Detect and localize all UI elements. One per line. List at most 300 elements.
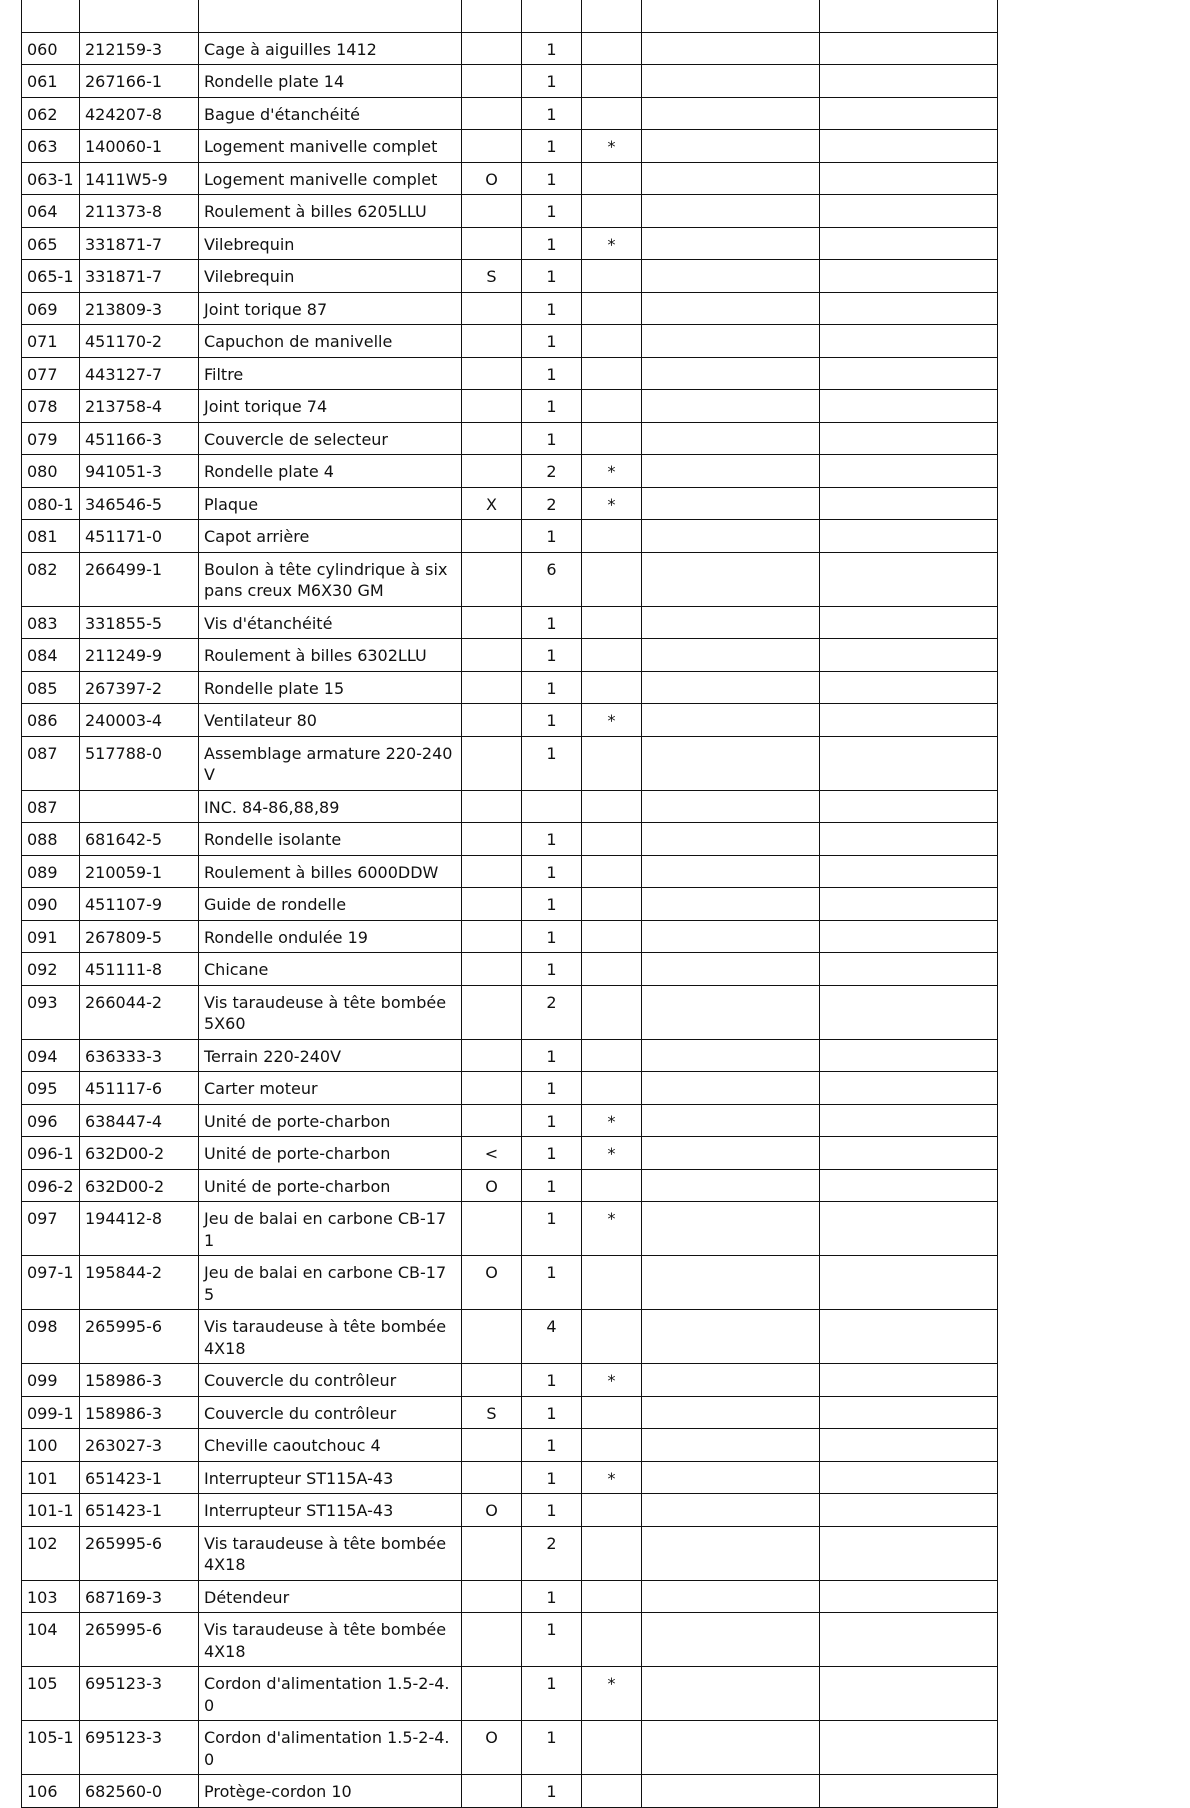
- part-number-cell: 695123-3: [80, 1667, 199, 1721]
- table-row: [22, 790, 998, 823]
- table-row: [22, 736, 998, 790]
- ref-number-cell: 086: [22, 704, 80, 737]
- part-number-cell: 451171-0: [80, 520, 199, 553]
- ref-number-cell: 069: [22, 292, 80, 325]
- table-row: [22, 520, 998, 553]
- description-cell: Logement manivelle complet: [199, 130, 462, 163]
- blank-cell-2: [820, 455, 998, 488]
- description-cell: Rondelle plate 15: [199, 671, 462, 704]
- note-cell: [462, 1461, 522, 1494]
- blank-cell-2: [820, 1775, 998, 1808]
- description-cell: Cordon d'alimentation 1.5-2-4.0: [199, 1667, 462, 1721]
- description-cell: Boulon à tête cylindrique à six pans creux M6X30 GM: [199, 552, 462, 606]
- parts-table-body: [22, 0, 998, 1807]
- part-number-cell: 267809-5: [80, 920, 199, 953]
- description-cell: Filtre: [199, 357, 462, 390]
- part-number-cell: 267397-2: [80, 671, 199, 704]
- blank-cell-1: [642, 1202, 820, 1256]
- part-number-cell: 210059-1: [80, 855, 199, 888]
- quantity-cell: 1: [522, 1137, 582, 1170]
- mark-cell: [582, 1613, 642, 1667]
- mark-cell: [582, 823, 642, 856]
- mark-cell: *: [582, 130, 642, 163]
- mark-cell: *: [582, 1667, 642, 1721]
- blank-cell-2: [820, 823, 998, 856]
- description-cell: Guide de rondelle: [199, 888, 462, 921]
- ref-number-cell: 095: [22, 1072, 80, 1105]
- mark-cell: [582, 855, 642, 888]
- mark-cell: [582, 985, 642, 1039]
- blank-cell-2: [820, 487, 998, 520]
- note-cell: [462, 97, 522, 130]
- blank-cell-2: [820, 325, 998, 358]
- part-number-cell: 213758-4: [80, 390, 199, 423]
- ref-number-cell: 096-1: [22, 1137, 80, 1170]
- table-row: [22, 1202, 998, 1256]
- ref-number-cell: 096: [22, 1104, 80, 1137]
- ref-number-cell: 065: [22, 227, 80, 260]
- quantity-cell: 1: [522, 1169, 582, 1202]
- description-cell: Roulement à billes 6302LLU: [199, 639, 462, 672]
- ref-number-cell: 079: [22, 422, 80, 455]
- ref-number-cell: 080-1: [22, 487, 80, 520]
- note-cell: O: [462, 1494, 522, 1527]
- mark-cell: *: [582, 1202, 642, 1256]
- table-row: [22, 65, 998, 98]
- ref-number-cell: 093: [22, 985, 80, 1039]
- table-row: [22, 357, 998, 390]
- ref-number-cell: 061: [22, 65, 80, 98]
- blank-cell-1: [642, 65, 820, 98]
- ref-number-cell: 103: [22, 1580, 80, 1613]
- blank-cell-2: [820, 1310, 998, 1364]
- table-row: [22, 195, 998, 228]
- mark-cell: [582, 260, 642, 293]
- note-cell: S: [462, 1396, 522, 1429]
- table-top-stub: [22, 0, 998, 32]
- quantity-cell: 1: [522, 823, 582, 856]
- quantity-cell: 1: [522, 606, 582, 639]
- blank-cell-2: [820, 736, 998, 790]
- blank-cell-1: [642, 1364, 820, 1397]
- note-cell: [462, 1667, 522, 1721]
- quantity-cell: 1: [522, 1721, 582, 1775]
- description-cell: Vis taraudeuse à tête bombée 4X18: [199, 1526, 462, 1580]
- quantity-cell: 1: [522, 1202, 582, 1256]
- table-row: [22, 487, 998, 520]
- ref-number-cell: 096-2: [22, 1169, 80, 1202]
- blank-cell-1: [642, 790, 820, 823]
- blank-cell-1: [642, 97, 820, 130]
- description-cell: Couvercle du contrôleur: [199, 1364, 462, 1397]
- table-row: [22, 1137, 998, 1170]
- blank-cell-2: [820, 953, 998, 986]
- ref-number-cell: 101: [22, 1461, 80, 1494]
- quantity-cell: 1: [522, 953, 582, 986]
- note-cell: [462, 292, 522, 325]
- table-row: [22, 1667, 998, 1721]
- part-number-cell: 1411W5-9: [80, 162, 199, 195]
- note-cell: <: [462, 1137, 522, 1170]
- ref-number-cell: 081: [22, 520, 80, 553]
- mark-cell: [582, 357, 642, 390]
- ref-number-cell: 102: [22, 1526, 80, 1580]
- part-number-cell: 424207-8: [80, 97, 199, 130]
- table-row: [22, 455, 998, 488]
- blank-cell-1: [642, 325, 820, 358]
- quantity-cell: 1: [522, 1104, 582, 1137]
- quantity-cell: 1: [522, 227, 582, 260]
- blank-cell-1: [642, 736, 820, 790]
- blank-cell-1: [642, 552, 820, 606]
- part-number-cell: 636333-3: [80, 1039, 199, 1072]
- table-row: [22, 1072, 998, 1105]
- ref-number-cell: 082: [22, 552, 80, 606]
- mark-cell: *: [582, 704, 642, 737]
- table-row: [22, 606, 998, 639]
- description-cell: Terrain 220-240V: [199, 1039, 462, 1072]
- table-row: [22, 1775, 998, 1808]
- part-number-cell: 263027-3: [80, 1429, 199, 1462]
- blank-cell-2: [820, 422, 998, 455]
- note-cell: [462, 920, 522, 953]
- table-row: [22, 227, 998, 260]
- quantity-cell: 1: [522, 162, 582, 195]
- blank-cell-1: [642, 823, 820, 856]
- blank-cell-2: [820, 920, 998, 953]
- blank-cell-2: [820, 65, 998, 98]
- description-cell: Vilebrequin: [199, 260, 462, 293]
- blank-cell-1: [642, 260, 820, 293]
- quantity-cell: 1: [522, 32, 582, 65]
- note-cell: [462, 1202, 522, 1256]
- table-row: [22, 1169, 998, 1202]
- blank-cell-1: [642, 671, 820, 704]
- blank-cell-1: [642, 953, 820, 986]
- mark-cell: [582, 671, 642, 704]
- part-number-cell: 158986-3: [80, 1364, 199, 1397]
- table-row: [22, 390, 998, 423]
- blank-cell-2: [820, 639, 998, 672]
- note-cell: O: [462, 162, 522, 195]
- blank-cell-2: [820, 888, 998, 921]
- blank-cell-1: [642, 888, 820, 921]
- quantity-cell: 1: [522, 1364, 582, 1397]
- blank-cell-1: [642, 520, 820, 553]
- table-row: [22, 97, 998, 130]
- part-number-cell: 331871-7: [80, 260, 199, 293]
- quantity-cell: 1: [522, 325, 582, 358]
- description-cell: Joint torique 87: [199, 292, 462, 325]
- part-number-cell: 451170-2: [80, 325, 199, 358]
- description-cell: Unité de porte-charbon: [199, 1169, 462, 1202]
- part-number-cell: 941051-3: [80, 455, 199, 488]
- blank-cell-1: [642, 1775, 820, 1808]
- ref-number-cell: 100: [22, 1429, 80, 1462]
- note-cell: [462, 1104, 522, 1137]
- description-cell: Assemblage armature 220-240V: [199, 736, 462, 790]
- part-number-cell: 443127-7: [80, 357, 199, 390]
- note-cell: [462, 1580, 522, 1613]
- note-cell: [462, 65, 522, 98]
- ref-number-cell: 099: [22, 1364, 80, 1397]
- ref-number-cell: 064: [22, 195, 80, 228]
- ref-number-cell: 090: [22, 888, 80, 921]
- blank-cell-1: [642, 455, 820, 488]
- ref-number-cell: 083: [22, 606, 80, 639]
- blank-cell-2: [820, 195, 998, 228]
- mark-cell: *: [582, 1364, 642, 1397]
- mark-cell: [582, 552, 642, 606]
- description-cell: Unité de porte-charbon: [199, 1104, 462, 1137]
- note-cell: [462, 325, 522, 358]
- part-number-cell: 632D00-2: [80, 1137, 199, 1170]
- quantity-cell: 1: [522, 888, 582, 921]
- note-cell: O: [462, 1169, 522, 1202]
- mark-cell: [582, 325, 642, 358]
- note-cell: [462, 227, 522, 260]
- mark-cell: [582, 292, 642, 325]
- part-number-cell: 240003-4: [80, 704, 199, 737]
- ref-number-cell: 085: [22, 671, 80, 704]
- blank-cell-1: [642, 1039, 820, 1072]
- quantity-cell: 1: [522, 1429, 582, 1462]
- table-row: [22, 130, 998, 163]
- blank-cell-2: [820, 97, 998, 130]
- table-row: [22, 855, 998, 888]
- quantity-cell: 1: [522, 65, 582, 98]
- blank-cell-2: [820, 1202, 998, 1256]
- blank-cell-1: [642, 422, 820, 455]
- mark-cell: [582, 422, 642, 455]
- mark-cell: [582, 390, 642, 423]
- blank-cell-1: [642, 292, 820, 325]
- description-cell: Jeu de balai en carbone CB-171: [199, 1202, 462, 1256]
- blank-cell-1: [642, 390, 820, 423]
- description-cell: Jeu de balai en carbone CB-175: [199, 1256, 462, 1310]
- quantity-cell: 1: [522, 920, 582, 953]
- ref-number-cell: 078: [22, 390, 80, 423]
- note-cell: [462, 855, 522, 888]
- description-cell: Cage à aiguilles 1412: [199, 32, 462, 65]
- part-number-cell: 451107-9: [80, 888, 199, 921]
- description-cell: Vilebrequin: [199, 227, 462, 260]
- part-number-cell: 211373-8: [80, 195, 199, 228]
- note-cell: [462, 32, 522, 65]
- note-cell: [462, 1072, 522, 1105]
- mark-cell: [582, 1721, 642, 1775]
- part-number-cell: 265995-6: [80, 1526, 199, 1580]
- note-cell: [462, 1364, 522, 1397]
- blank-cell-2: [820, 1169, 998, 1202]
- blank-cell-2: [820, 1364, 998, 1397]
- note-cell: [462, 520, 522, 553]
- table-row: [22, 1364, 998, 1397]
- table-row: [22, 325, 998, 358]
- note-cell: [462, 823, 522, 856]
- blank-cell-1: [642, 920, 820, 953]
- quantity-cell: 1: [522, 671, 582, 704]
- table-row: [22, 1429, 998, 1462]
- note-cell: X: [462, 487, 522, 520]
- note-cell: [462, 1775, 522, 1808]
- part-number-cell: 266499-1: [80, 552, 199, 606]
- part-number-cell: 212159-3: [80, 32, 199, 65]
- quantity-cell: 1: [522, 260, 582, 293]
- table-row: [22, 1039, 998, 1072]
- description-cell: Interrupteur ST115A-43: [199, 1494, 462, 1527]
- ref-number-cell: 094: [22, 1039, 80, 1072]
- table-row: [22, 1721, 998, 1775]
- mark-cell: [582, 606, 642, 639]
- mark-cell: [582, 736, 642, 790]
- note-cell: [462, 130, 522, 163]
- quantity-cell: 1: [522, 1396, 582, 1429]
- part-number-cell: 632D00-2: [80, 1169, 199, 1202]
- quantity-cell: 1: [522, 1461, 582, 1494]
- ref-number-cell: 071: [22, 325, 80, 358]
- note-cell: [462, 985, 522, 1039]
- description-cell: Vis taraudeuse à tête bombée 4X18: [199, 1310, 462, 1364]
- mark-cell: *: [582, 227, 642, 260]
- blank-cell-2: [820, 552, 998, 606]
- part-number-cell: 195844-2: [80, 1256, 199, 1310]
- table-row: [22, 985, 998, 1039]
- note-cell: O: [462, 1256, 522, 1310]
- ref-number-cell: 105-1: [22, 1721, 80, 1775]
- part-number-cell: 265995-6: [80, 1310, 199, 1364]
- description-cell: Vis taraudeuse à tête bombée 5X60: [199, 985, 462, 1039]
- blank-cell-1: [642, 1104, 820, 1137]
- note-cell: S: [462, 260, 522, 293]
- ref-number-cell: 098: [22, 1310, 80, 1364]
- parts-list-sheet: [21, 0, 998, 1808]
- blank-cell-2: [820, 227, 998, 260]
- part-number-cell: 517788-0: [80, 736, 199, 790]
- blank-cell-1: [642, 1429, 820, 1462]
- blank-cell-1: [642, 1396, 820, 1429]
- table-row: [22, 1613, 998, 1667]
- description-cell: Roulement à billes 6000DDW: [199, 855, 462, 888]
- quantity-cell: 1: [522, 292, 582, 325]
- part-number-cell: 194412-8: [80, 1202, 199, 1256]
- quantity-cell: 2: [522, 985, 582, 1039]
- note-cell: [462, 1613, 522, 1667]
- blank-cell-1: [642, 639, 820, 672]
- table-row: [22, 639, 998, 672]
- part-number-cell: 682560-0: [80, 1775, 199, 1808]
- ref-number-cell: 063-1: [22, 162, 80, 195]
- note-cell: O: [462, 1721, 522, 1775]
- note-cell: [462, 357, 522, 390]
- blank-cell-2: [820, 1104, 998, 1137]
- table-row: [22, 162, 998, 195]
- note-cell: [462, 195, 522, 228]
- blank-cell-1: [642, 1526, 820, 1580]
- part-number-cell: 451166-3: [80, 422, 199, 455]
- quantity-cell: 1: [522, 195, 582, 228]
- description-cell: Capuchon de manivelle: [199, 325, 462, 358]
- ref-number-cell: 097-1: [22, 1256, 80, 1310]
- table-row: [22, 552, 998, 606]
- ref-number-cell: 062: [22, 97, 80, 130]
- ref-number-cell: 065-1: [22, 260, 80, 293]
- quantity-cell: 1: [522, 97, 582, 130]
- blank-cell-2: [820, 855, 998, 888]
- quantity-cell: 1: [522, 736, 582, 790]
- note-cell: [462, 888, 522, 921]
- quantity-cell: 2: [522, 1526, 582, 1580]
- blank-cell-1: [642, 195, 820, 228]
- blank-cell-2: [820, 671, 998, 704]
- blank-cell-2: [820, 1461, 998, 1494]
- table-row: [22, 953, 998, 986]
- ref-number-cell: 089: [22, 855, 80, 888]
- table-row: [22, 920, 998, 953]
- note-cell: [462, 606, 522, 639]
- part-number-cell: 695123-3: [80, 1721, 199, 1775]
- table-row: [22, 292, 998, 325]
- note-cell: [462, 1429, 522, 1462]
- ref-number-cell: 087: [22, 736, 80, 790]
- note-cell: [462, 552, 522, 606]
- note-cell: [462, 790, 522, 823]
- table-row: [22, 1526, 998, 1580]
- blank-cell-1: [642, 357, 820, 390]
- blank-cell-1: [642, 32, 820, 65]
- quantity-cell: 1: [522, 422, 582, 455]
- blank-cell-2: [820, 292, 998, 325]
- description-cell: INC. 84-86,88,89: [199, 790, 462, 823]
- note-cell: [462, 1526, 522, 1580]
- blank-cell-1: [642, 1494, 820, 1527]
- quantity-cell: 1: [522, 1494, 582, 1527]
- quantity-cell: 1: [522, 639, 582, 672]
- blank-cell-1: [642, 1169, 820, 1202]
- description-cell: Joint torique 74: [199, 390, 462, 423]
- blank-cell-2: [820, 357, 998, 390]
- description-cell: Rondelle ondulée 19: [199, 920, 462, 953]
- mark-cell: [582, 1039, 642, 1072]
- blank-cell-2: [820, 1137, 998, 1170]
- mark-cell: [582, 1429, 642, 1462]
- ref-number-cell: 092: [22, 953, 80, 986]
- table-row: [22, 704, 998, 737]
- description-cell: Chicane: [199, 953, 462, 986]
- blank-cell-2: [820, 1526, 998, 1580]
- mark-cell: [582, 1310, 642, 1364]
- mark-cell: [582, 1494, 642, 1527]
- blank-cell-1: [642, 1310, 820, 1364]
- blank-cell-2: [820, 520, 998, 553]
- mark-cell: [582, 1526, 642, 1580]
- table-row: [22, 1494, 998, 1527]
- table-row: [22, 1396, 998, 1429]
- mark-cell: *: [582, 1137, 642, 1170]
- part-number-cell: 687169-3: [80, 1580, 199, 1613]
- blank-cell-1: [642, 1072, 820, 1105]
- quantity-cell: 6: [522, 552, 582, 606]
- blank-cell-2: [820, 1667, 998, 1721]
- blank-cell-1: [642, 1721, 820, 1775]
- part-number-cell: 211249-9: [80, 639, 199, 672]
- mark-cell: *: [582, 1461, 642, 1494]
- part-number-cell: 681642-5: [80, 823, 199, 856]
- blank-cell-1: [642, 855, 820, 888]
- blank-cell-2: [820, 704, 998, 737]
- note-cell: [462, 639, 522, 672]
- description-cell: Capot arrière: [199, 520, 462, 553]
